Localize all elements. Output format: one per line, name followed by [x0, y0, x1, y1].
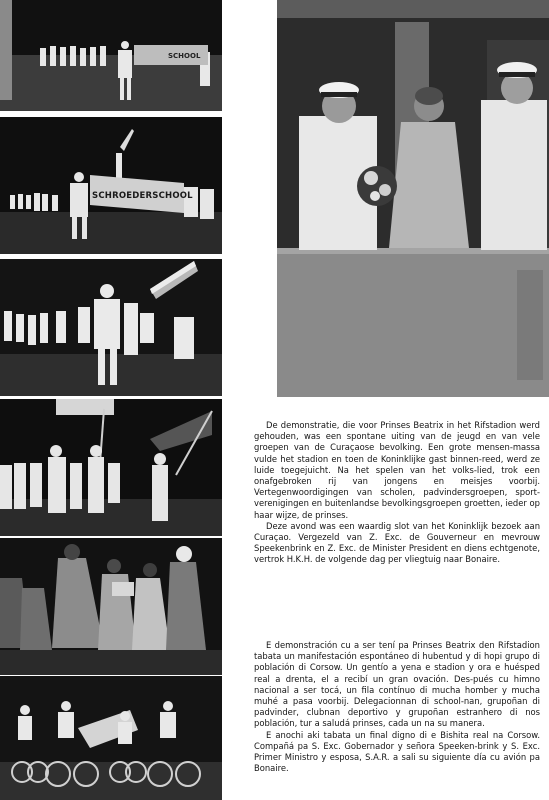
photo-marching-group	[0, 259, 222, 396]
banner-text: SCHROEDERSCHOOL	[92, 191, 193, 201]
photo-schroederschool	[0, 117, 222, 254]
article-text-papiamento	[254, 640, 540, 774]
paragraph: Deze avond was een waardig slot van het Koninklijk bezoek aan Curaçao. Vergezeld van Z. Exc. de Gouverneur en mevrouw Speekenbrink en Z. Exc. de Minister President en diens echtgenote, vertrok H.K.H. de volgende dag per vliegtuig naar Bonaire.	[254, 520, 540, 565]
paragraph: E demonstración cu a ser tení pa Prinses Beatrix den Rifstadion tabata un manifestación espontáneo di hubentud y di hopi grupo di población di Corsow. Un gentío a yena e stadion y ora e huésped real a drenta, el a recibí un gran ovación. Des-pués cu himno nacional a ser tocá, un fila contínuo di mucha homber y mucha muhé a pasa voorbij. Delegacionnan di school-nan, grupoñan di padvinder, clubnan deportivo y grupoñan estranhero di nos población, tur a saludá prinses, cada un na su manera.	[254, 640, 540, 729]
photo-parade-banner	[0, 0, 222, 111]
banner-text: SCHOOL	[168, 52, 201, 60]
photo-flag-bearers	[0, 399, 222, 536]
paragraph: De demonstratie, die voor Prinses Beatrix in het Rifstadion werd gehouden, was een spontane uiting van de jeugd en van vele groepen van de Curaçaose bevolking. Een grote mensen-massa vulde het stadion en toen de Koninklijke gast binnen-reed, werd ze luide toegejuicht. Na het spelen van het volks-lied, trok een onafgebroken rij van jongens en meisjes voorbij. Vertegenwoordigingen van scholen, padvindersgroepen, sport-verenigingen en buitenlandse bevolkingsgroepen groetten, ieder op haar wijze, de prinses.	[254, 420, 540, 520]
photo-princess-with-officials	[277, 0, 549, 397]
photo-cyclists	[0, 676, 222, 800]
paragraph: E anochi aki tabata un final digno di e Bishita real na Corsow. Compañá pa S. Exc. Gobernador y señora Speeken-brink y S. Exc. Primer Ministro y esposa, S.A.R. a sali su siguiente día cu avión pa Bonaire.	[254, 729, 540, 774]
article-text-dutch	[254, 420, 540, 566]
photo-costumed-group	[0, 538, 222, 675]
